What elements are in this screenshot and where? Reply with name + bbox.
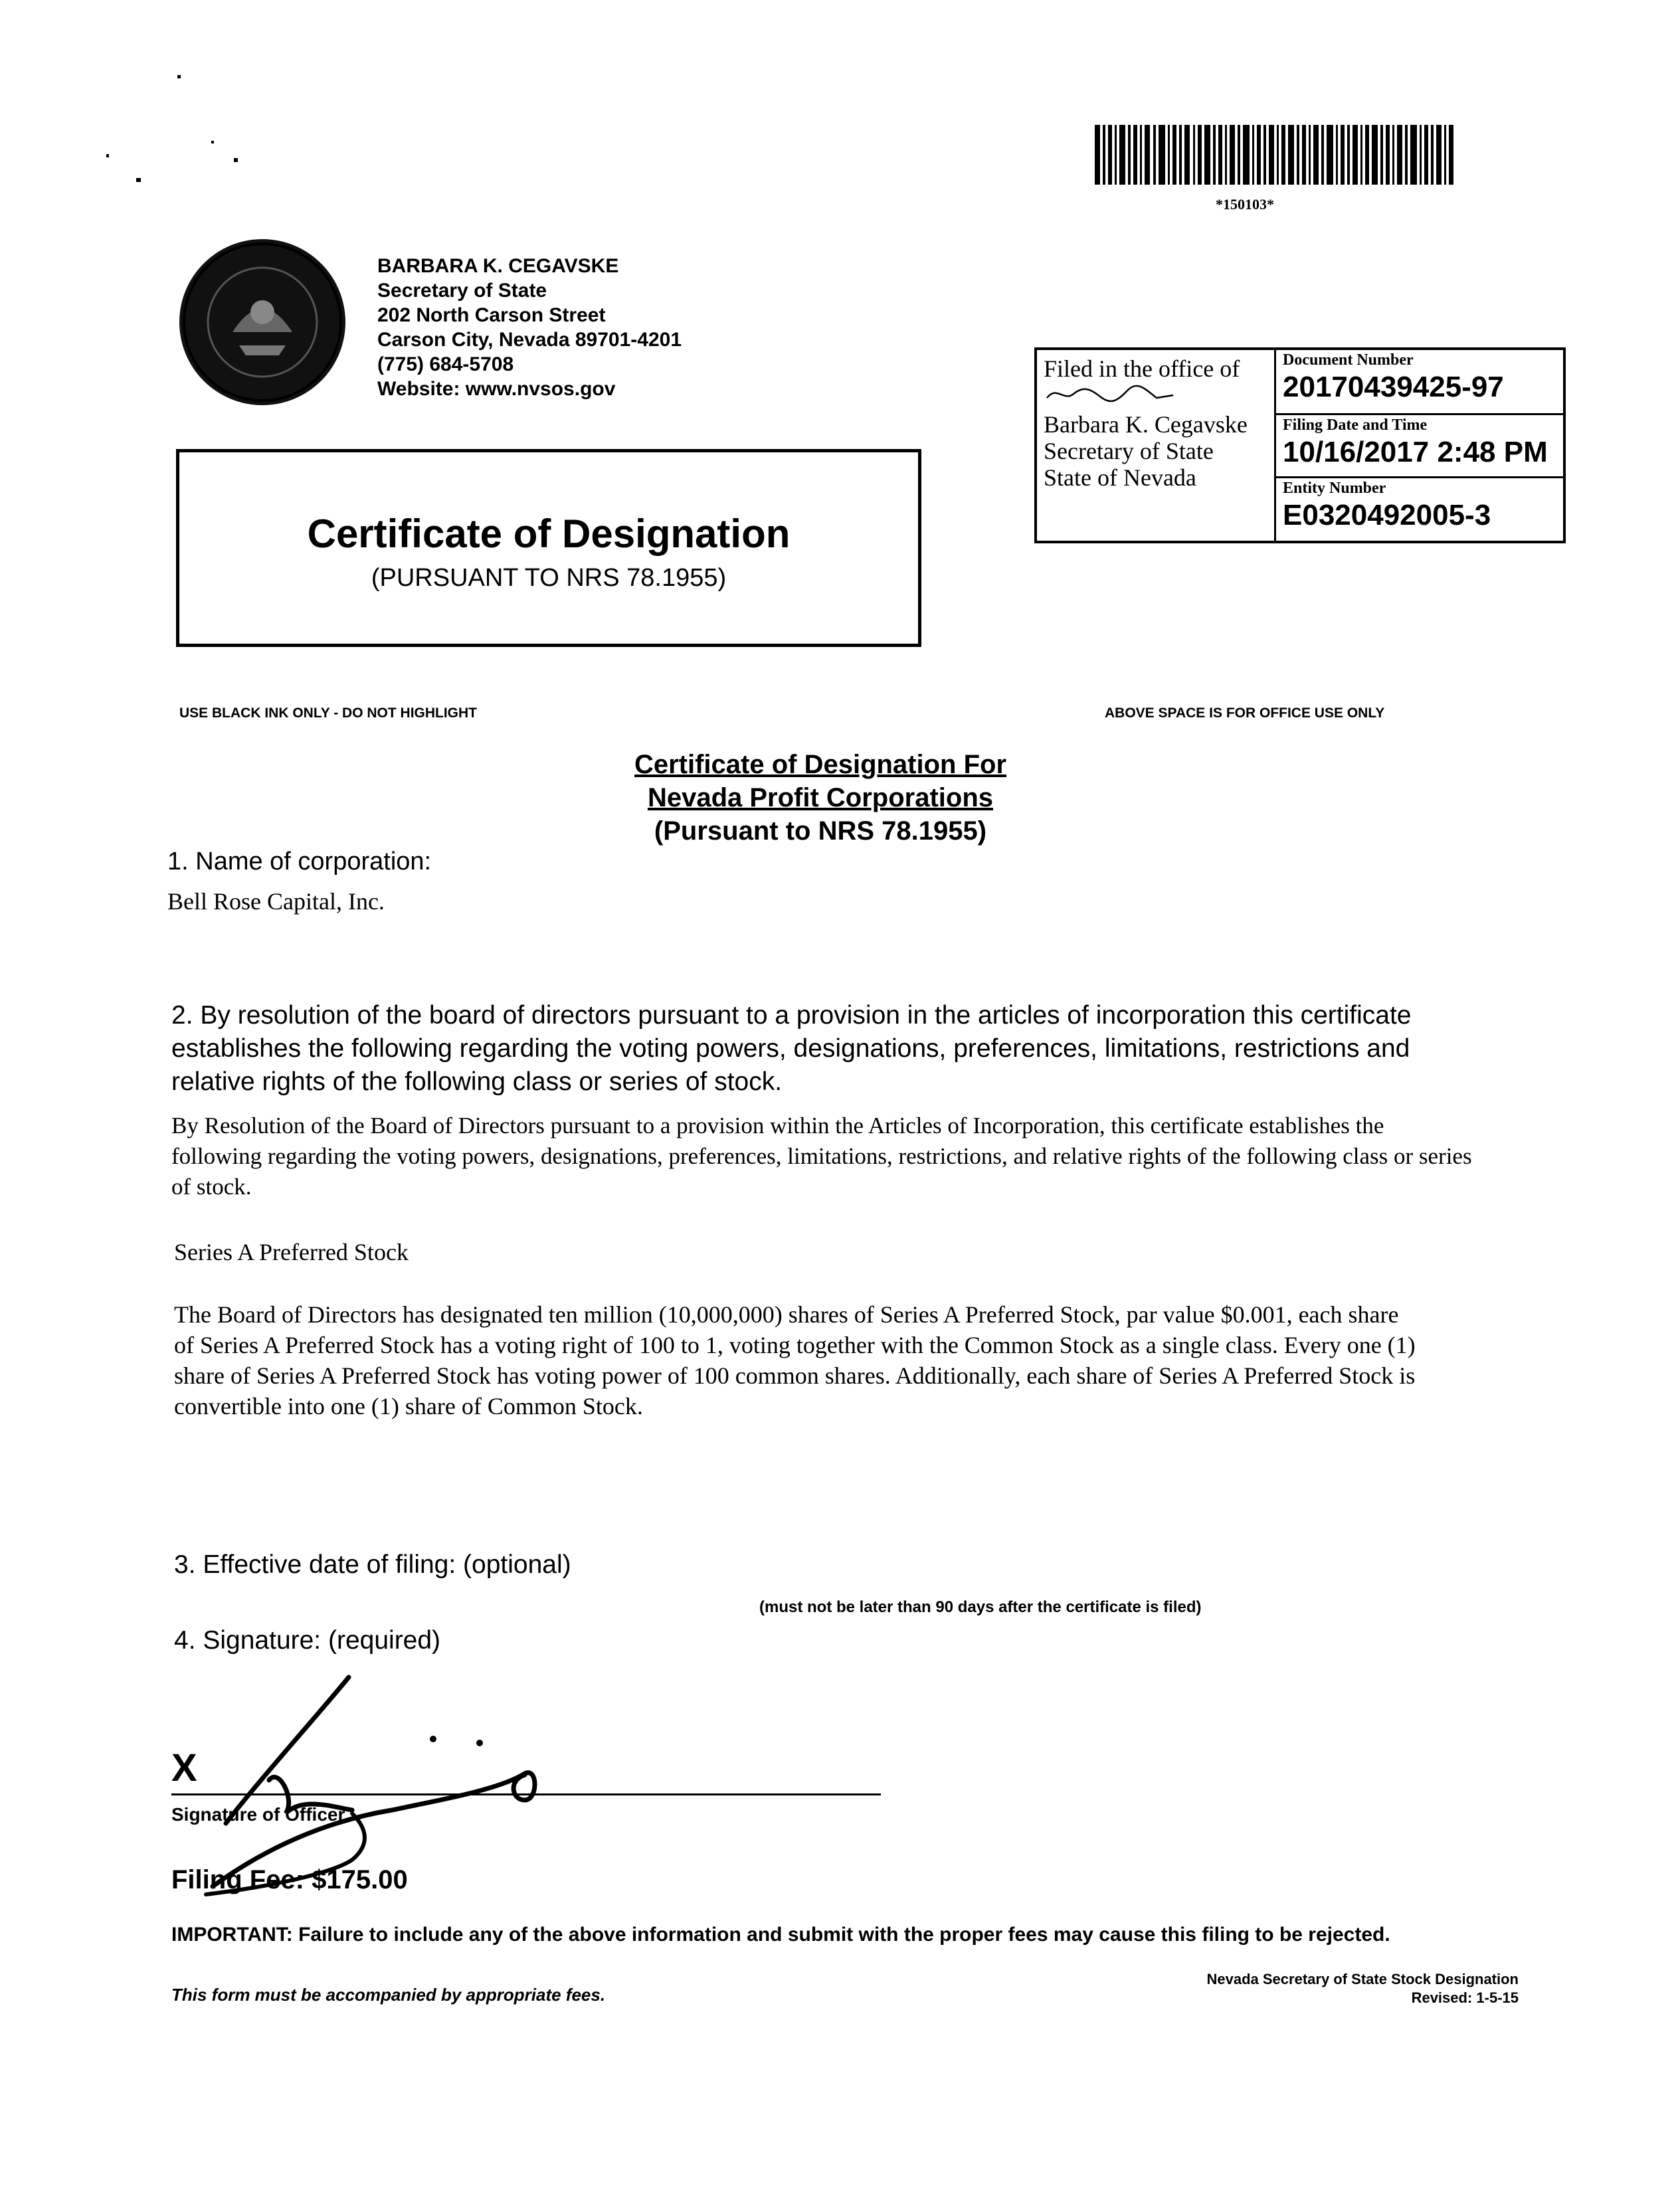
filing-office-name: Barbara K. Cegavske: [1044, 411, 1248, 438]
secretary-address-block: [377, 254, 682, 401]
form-revision-info: [1169, 1970, 1519, 2007]
barcode-number: *150103*: [1216, 196, 1274, 213]
filing-date-cell: [1276, 415, 1563, 478]
item2-body-text: By Resolution of the Board of Directors pursuant to a provision within the Articles of Incorporation, this certificate establishes the following regarding the voting powers, designations, preferences, limitations, restrictions, and relative rights of the following class or series of stock.: [171, 1113, 1472, 1200]
secretary-phone: (775) 684-5708: [377, 353, 514, 375]
filing-office-line: Filed in the office of: [1044, 355, 1240, 382]
filing-office-state: State of Nevada: [1044, 464, 1196, 491]
filing-date-value: 10/16/2017 2:48 PM: [1283, 436, 1548, 468]
secretary-title: Secretary of State: [377, 280, 547, 302]
secretary-name: BARBARA K. CEGAVSKE: [377, 255, 619, 277]
form-title-line2: Nevada Profit Corporations: [647, 783, 994, 812]
form-fee-note: This form must be accompanied by appropriate fees.: [171, 1985, 606, 2005]
secretary-city: Carson City, Nevada 89701-4201: [377, 329, 682, 351]
item2-label: 2. By resolution of the board of directors pursuant to a provision in the articles of incorporation this certificate establishes the following regarding the voting powers, designations, preferences, limitations, restrictions and relative rights of the following class or series of stock.: [171, 1001, 1412, 1096]
entity-number-cell: [1276, 478, 1563, 541]
item3-label: 3. Effective date of filing: (optional): [174, 1550, 571, 1579]
secretary-street: 202 North Carson Street: [377, 304, 606, 326]
page-subtitle: (PURSUANT TO NRS 78.1955): [371, 564, 727, 592]
document-number-label: Document Number: [1283, 351, 1414, 369]
filing-date-label: Filing Date and Time: [1283, 416, 1428, 434]
title-box: [176, 449, 921, 647]
important-notice: IMPORTANT: Failure to include any of the above information and submit with the proper fees may cause this filing to be rejected.: [171, 1924, 1390, 1946]
form-title: [531, 748, 1109, 848]
ink-instruction: USE BLACK INK ONLY - DO NOT HIGHLIGHT: [179, 705, 478, 721]
scan-speck: [136, 178, 141, 182]
form-title-line3: (Pursuant to NRS 78.1955): [654, 816, 987, 846]
corporation-name-value: Bell Rose Capital, Inc.: [167, 888, 385, 915]
scan-speck: [177, 75, 181, 78]
seal-emblem-icon: [179, 239, 345, 405]
filing-office-cell: [1037, 350, 1276, 541]
filing-office-title: Secretary of State: [1044, 438, 1214, 464]
document-number-cell: [1276, 350, 1563, 415]
entity-number-value: E0320492005-3: [1283, 499, 1491, 531]
state-seal-logo: [179, 239, 345, 405]
secretary-website: Website: www.nvsos.gov: [377, 378, 616, 400]
scan-speck: [211, 141, 214, 143]
form-revision-line1: Nevada Secretary of State Stock Designation: [1206, 1971, 1519, 1987]
signature-caption: Signature of Officer: [171, 1804, 345, 1825]
series-body-text: The Board of Directors has designated ten million (10,000,000) shares of Series A Preferred Stock, par value $0.001, each share of Series A Preferred Stock has a voting right of 100 to 1, voting together with the Common Stock as a single class. Every one (1) share of Series A Preferred Stock has voting power of 100 common shares. Additionally, each share of Series A Preferred Stock is convertible into one (1) share of Common Stock.: [174, 1301, 1416, 1419]
filing-data-cells: [1276, 350, 1563, 541]
filing-fee: Filing Fee: $175.00: [171, 1865, 408, 1894]
item3-note: (must not be later than 90 days after the certificate is filed): [759, 1598, 1202, 1616]
barcode: [1095, 125, 1453, 185]
scan-speck: [234, 158, 238, 162]
signature-x-mark: X: [171, 1746, 197, 1789]
entity-number-label: Entity Number: [1283, 480, 1386, 497]
secretary-signature: [1044, 382, 1176, 406]
form-title-line1: Certificate of Designation For: [634, 750, 1007, 779]
form-revision-line2: Revised: 1-5-15: [1411, 1989, 1519, 2006]
filing-stamp-table: [1034, 347, 1566, 543]
series-title: Series A Preferred Stock: [174, 1239, 409, 1265]
page-title: Certificate of Designation: [307, 511, 791, 556]
item4-label: 4. Signature: (required): [174, 1626, 441, 1655]
office-use-note: ABOVE SPACE IS FOR OFFICE USE ONLY: [1105, 705, 1385, 721]
scan-speck: [106, 154, 109, 157]
item1-label: 1. Name of corporation:: [167, 848, 432, 875]
document-number-value: 20170439425-97: [1283, 371, 1504, 403]
